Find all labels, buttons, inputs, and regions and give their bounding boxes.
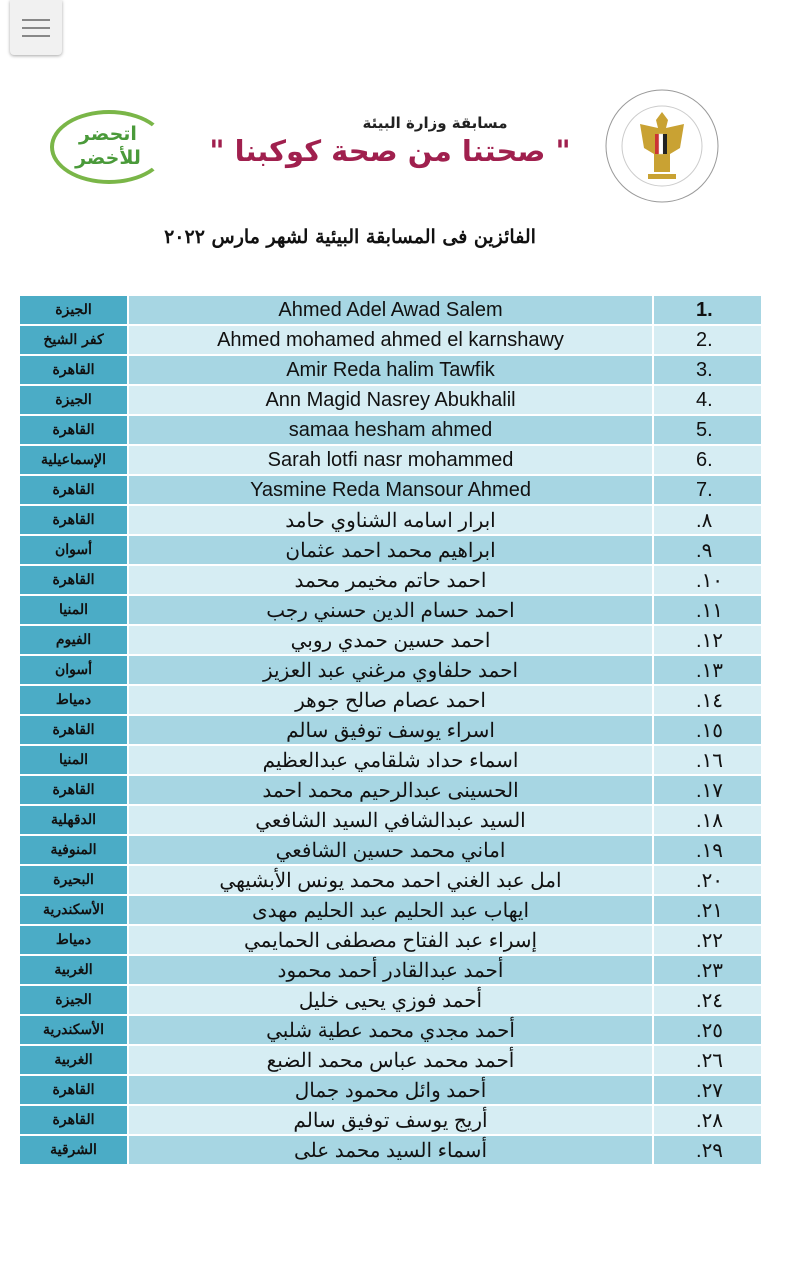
governorate-cell: القاهرة [20, 716, 129, 744]
governorate-cell: القاهرة [20, 566, 129, 594]
table-row [20, 1136, 761, 1166]
name-cell: Yasmine Reda Mansour Ahmed [129, 476, 654, 504]
name-cell: احمد حلفاوي مرغني عبد العزيز [129, 656, 654, 684]
table-row [20, 836, 761, 866]
governorate-cell: أسوان [20, 656, 129, 684]
table-row [20, 326, 761, 356]
governorate-cell: كفر الشيخ [20, 326, 129, 354]
governorate-cell: الجيزة [20, 386, 129, 414]
name-cell: السيد عبدالشافي السيد الشافعي [129, 806, 654, 834]
menu-icon-bar [22, 35, 50, 37]
name-cell: احمد حاتم مخيمر محمد [129, 566, 654, 594]
name-cell: ابراهيم محمد احمد عثمان [129, 536, 654, 564]
ministry-seal-icon [604, 88, 720, 204]
table-row [20, 416, 761, 446]
table-row [20, 656, 761, 686]
governorate-cell: القاهرة [20, 356, 129, 384]
rank-cell: .١١ [654, 596, 761, 624]
logo-text [60, 122, 156, 170]
table-row [20, 926, 761, 956]
name-cell: اماني محمد حسين الشافعي [129, 836, 654, 864]
rank-cell: .٢٣ [654, 956, 761, 984]
governorate-cell: الأسكندرية [20, 1016, 129, 1044]
logo-text-line2: للأخضر [75, 147, 141, 169]
logo-text-line1: اتحضر [79, 123, 137, 145]
governorate-cell: الدقهلية [20, 806, 129, 834]
name-cell: احمد حسام الدين حسني رجب [129, 596, 654, 624]
governorate-cell: القاهرة [20, 416, 129, 444]
name-cell: Ahmed mohamed ahmed el karnshawy [129, 326, 654, 354]
table-row [20, 746, 761, 776]
rank-cell: .٢١ [654, 896, 761, 924]
name-cell: أسماء السيد محمد على [129, 1136, 654, 1164]
rank-cell: 4. [654, 386, 761, 414]
governorate-cell: القاهرة [20, 1106, 129, 1134]
name-cell: Sarah lotfi nasr mohammed [129, 446, 654, 474]
name-cell: ايهاب عبد الحليم عبد الحليم مهدى [129, 896, 654, 924]
rank-cell: .١٦ [654, 746, 761, 774]
table-row [20, 1046, 761, 1076]
governorate-cell: القاهرة [20, 476, 129, 504]
rank-cell: .٢٧ [654, 1076, 761, 1104]
table-row [20, 596, 761, 626]
table-row [20, 1106, 761, 1136]
governorate-cell: أسوان [20, 536, 129, 564]
governorate-cell: الجيزة [20, 986, 129, 1014]
campaign-logo [50, 110, 168, 184]
rank-cell: .١٥ [654, 716, 761, 744]
governorate-cell: دمياط [20, 926, 129, 954]
name-cell: أريج يوسف توفيق سالم [129, 1106, 654, 1134]
name-cell: اسماء حداد شلقامي عبدالعظيم [129, 746, 654, 774]
governorate-cell: الغربية [20, 1046, 129, 1074]
name-cell: اسراء يوسف توفيق سالم [129, 716, 654, 744]
table-row [20, 716, 761, 746]
governorate-cell: القاهرة [20, 776, 129, 804]
name-cell: أحمد فوزي يحيى خليل [129, 986, 654, 1014]
table-row [20, 866, 761, 896]
governorate-cell: المنيا [20, 596, 129, 624]
governorate-cell: الشرقية [20, 1136, 129, 1164]
name-cell: أحمد مجدي محمد عطية شلبي [129, 1016, 654, 1044]
table-row [20, 776, 761, 806]
rank-cell: .١٨ [654, 806, 761, 834]
governorate-cell: الغربية [20, 956, 129, 984]
governorate-cell: المنوفية [20, 836, 129, 864]
name-cell: أحمد وائل محمود جمال [129, 1076, 654, 1104]
name-cell: Amir Reda halim Tawfik [129, 356, 654, 384]
table-row [20, 686, 761, 716]
rank-cell: 5. [654, 416, 761, 444]
table-row [20, 806, 761, 836]
rank-cell: .٢٦ [654, 1046, 761, 1074]
governorate-cell: الأسكندرية [20, 896, 129, 924]
governorate-cell: القاهرة [20, 506, 129, 534]
governorate-cell: دمياط [20, 686, 129, 714]
table-row [20, 386, 761, 416]
winners-table [20, 296, 761, 1166]
menu-button[interactable] [10, 0, 62, 55]
name-cell: Ahmed Adel Awad Salem [129, 296, 654, 324]
name-cell: احمد حسين حمدي روبي [129, 626, 654, 654]
governorate-cell: الإسماعيلية [20, 446, 129, 474]
rank-cell: .٢٤ [654, 986, 761, 1014]
table-row [20, 536, 761, 566]
table-row [20, 356, 761, 386]
table-row [20, 956, 761, 986]
rank-cell: .١٤ [654, 686, 761, 714]
rank-cell: .٩ [654, 536, 761, 564]
rank-cell: .٢٢ [654, 926, 761, 954]
rank-cell: 7. [654, 476, 761, 504]
table-row [20, 626, 761, 656]
rank-cell: .٢٥ [654, 1016, 761, 1044]
table-row [20, 506, 761, 536]
name-cell: ابرار اسامه الشناوي حامد [129, 506, 654, 534]
rank-cell: 3. [654, 356, 761, 384]
rank-cell: .١٠ [654, 566, 761, 594]
governorate-cell: البحيرة [20, 866, 129, 894]
rank-cell: .١٢ [654, 626, 761, 654]
rank-cell: 6. [654, 446, 761, 474]
name-cell: الحسينى عبدالرحيم محمد احمد [129, 776, 654, 804]
governorate-cell: المنيا [20, 746, 129, 774]
table-row [20, 896, 761, 926]
rank-cell: 2. [654, 326, 761, 354]
name-cell: امل عبد الغني احمد محمد يونس الأبشيهي [129, 866, 654, 894]
menu-icon-bar [22, 19, 50, 21]
rank-cell: .٢٩ [654, 1136, 761, 1164]
name-cell: samaa hesham ahmed [129, 416, 654, 444]
governorate-cell: الفيوم [20, 626, 129, 654]
name-cell: أحمد عبدالقادر أحمد محمود [129, 956, 654, 984]
rank-cell: 1. [654, 296, 761, 324]
table-row [20, 296, 761, 326]
table-row [20, 476, 761, 506]
rank-cell: .١٣ [654, 656, 761, 684]
name-cell: احمد عصام صالح جوهر [129, 686, 654, 714]
governorate-cell: الجيزة [20, 296, 129, 324]
table-row [20, 986, 761, 1016]
rank-cell: .٢٠ [654, 866, 761, 894]
competition-label: مسابقة وزارة البيئة [362, 114, 508, 132]
slogan: " صحتنا من صحة كوكبنا " [209, 134, 571, 168]
governorate-cell: القاهرة [20, 1076, 129, 1104]
menu-icon-bar [22, 27, 50, 29]
name-cell: إسراء عبد الفتاح مصطفى الحمايمي [129, 926, 654, 954]
rank-cell: .١٩ [654, 836, 761, 864]
table-row [20, 1076, 761, 1106]
name-cell: أحمد محمد عباس محمد الضبع [129, 1046, 654, 1074]
document-title: الفائزين فى المسابقة البيئية لشهر مارس ٢٠٢٢ [164, 226, 536, 248]
table-row [20, 566, 761, 596]
rank-cell: .٢٨ [654, 1106, 761, 1134]
table-row [20, 1016, 761, 1046]
table-row [20, 446, 761, 476]
name-cell: Ann Magid Nasrey Abukhalil [129, 386, 654, 414]
rank-cell: .١٧ [654, 776, 761, 804]
rank-cell: .٨ [654, 506, 761, 534]
